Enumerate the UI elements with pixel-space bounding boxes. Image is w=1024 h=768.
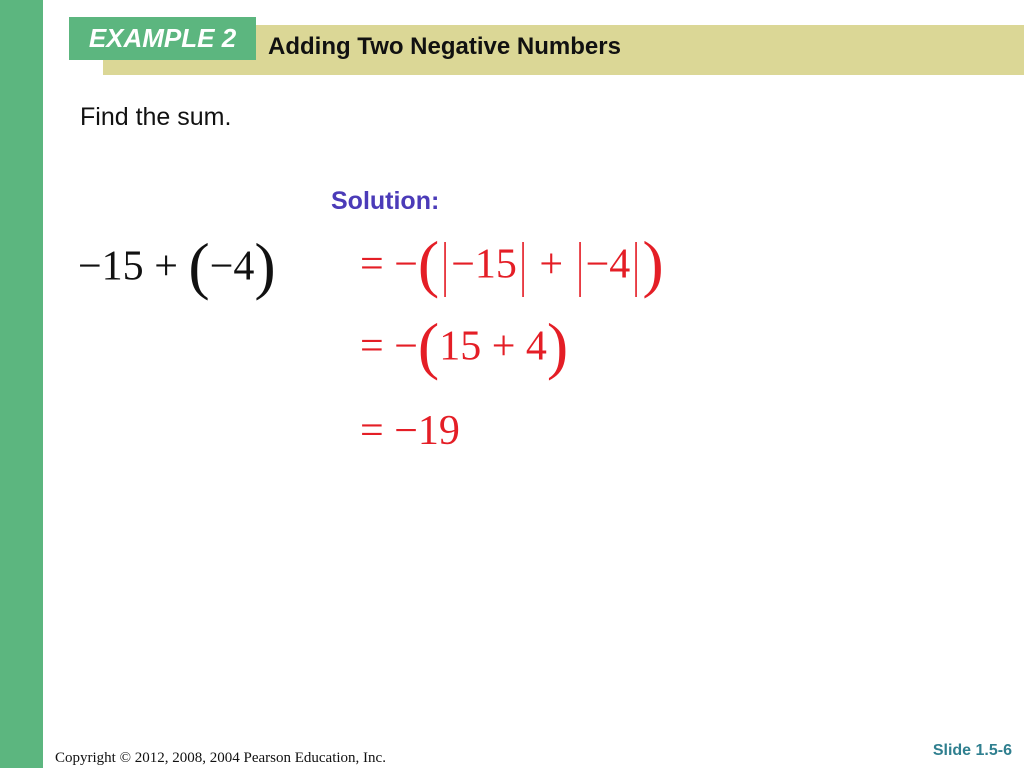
abs-bar: |	[576, 231, 583, 297]
equals-sign: =	[360, 241, 384, 288]
left-paren: (	[417, 228, 440, 299]
solution-step-3	[360, 407, 460, 455]
equals-sign: =	[360, 323, 384, 370]
plus-sign: +	[154, 243, 178, 290]
right-paren: )	[254, 230, 276, 301]
abs-value-2: −4	[585, 241, 631, 288]
addend-2: 4	[525, 323, 547, 370]
negative-sign: −	[394, 241, 418, 288]
plus-sign: +	[539, 241, 564, 288]
abs-bar: |	[441, 231, 449, 297]
right-paren: )	[546, 310, 569, 381]
right-paren: )	[642, 228, 664, 299]
copyright-notice: Copyright © 2012, 2008, 2004 Pearson Education, Inc.	[55, 750, 386, 766]
left-paren: (	[188, 230, 210, 301]
slide-number: Slide 1.5-6	[932, 742, 1012, 759]
left-accent-bar	[0, 0, 43, 768]
term-2: −4	[209, 243, 255, 290]
left-paren: (	[417, 310, 440, 381]
addend-1: 15	[439, 323, 482, 370]
equals-sign: =	[360, 408, 384, 454]
plus-sign: +	[491, 323, 516, 370]
abs-value-1: −15	[451, 241, 517, 288]
abs-bar: |	[633, 231, 640, 297]
example-label: EXAMPLE 2	[69, 17, 256, 60]
solution-step-1	[360, 228, 664, 300]
solution-step-2	[360, 310, 569, 382]
term-1: −15	[78, 243, 144, 290]
problem-prompt: Find the sum.	[80, 103, 232, 131]
negative-sign: −	[394, 323, 418, 370]
slide-title: Adding Two Negative Numbers	[268, 33, 621, 60]
solution-label: Solution:	[331, 187, 440, 215]
problem-expression	[78, 230, 276, 302]
abs-bar: |	[519, 231, 527, 297]
final-result: −19	[394, 408, 460, 454]
